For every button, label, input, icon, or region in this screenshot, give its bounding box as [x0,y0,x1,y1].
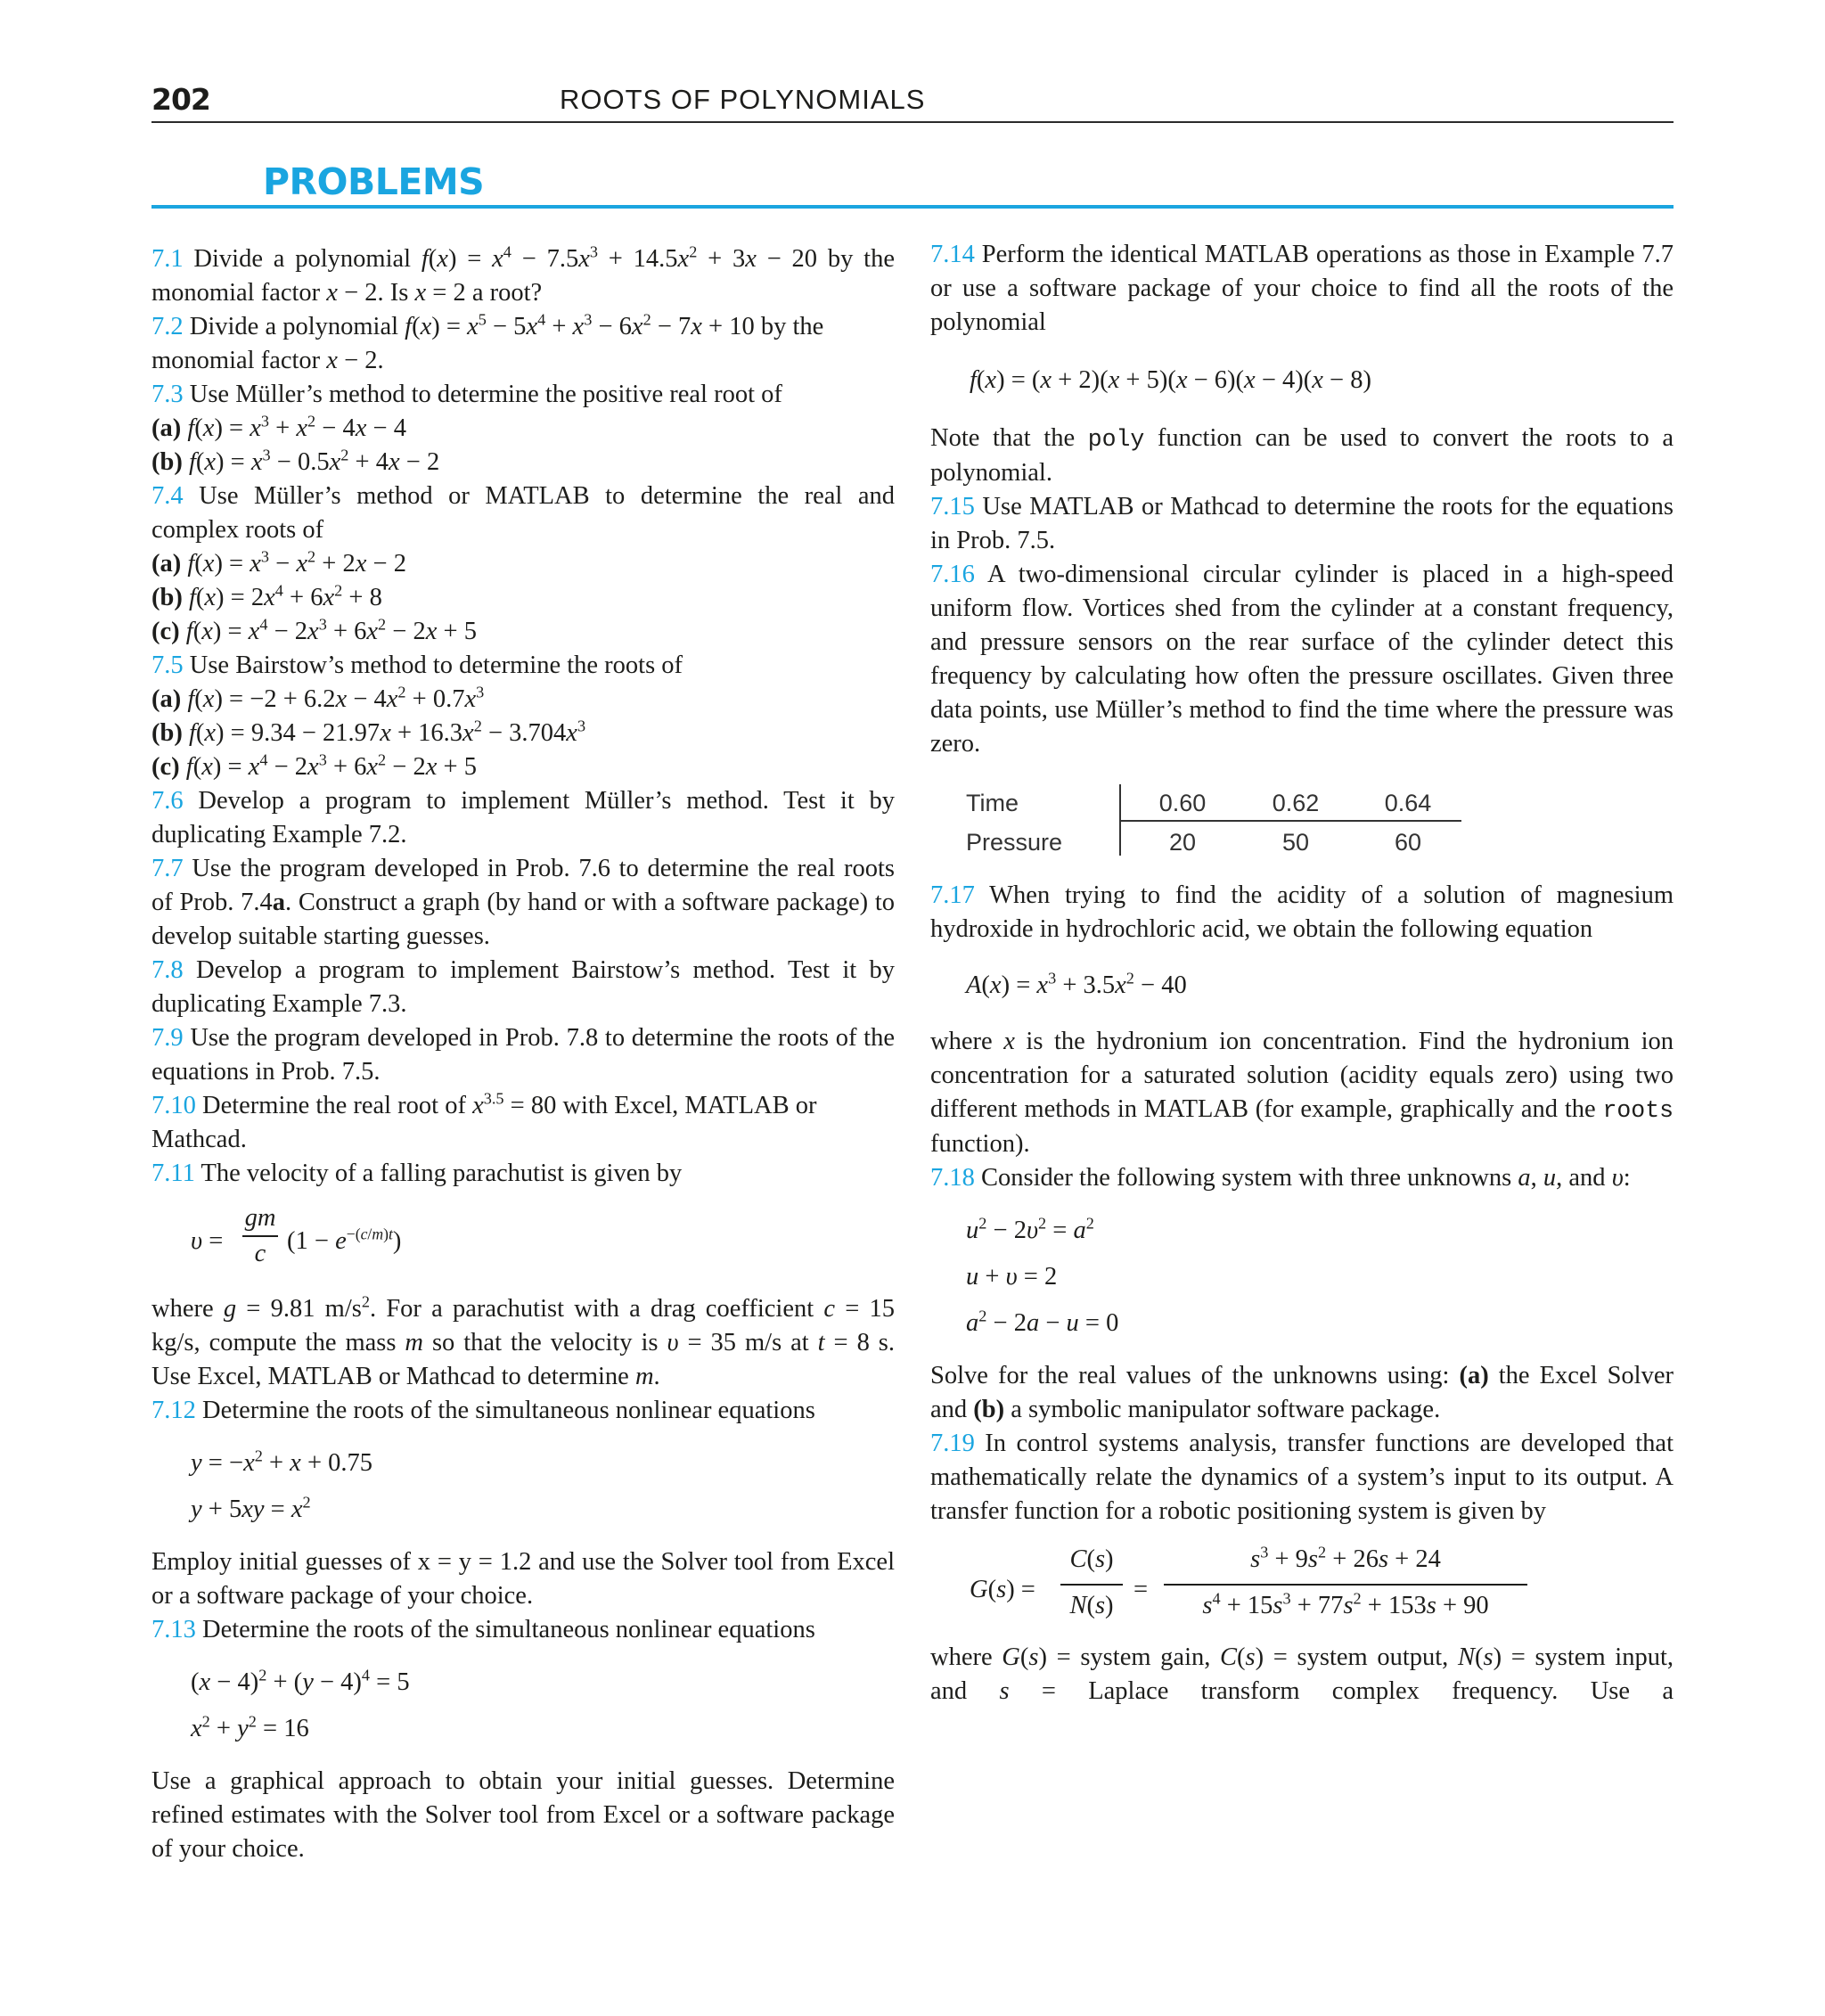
problem-7-3 [151,378,895,479]
problem-text: Use Bairstow’s method to determine the roots of [189,652,683,679]
problem-7-9 [151,1021,895,1089]
problem-7-11: 7.11 The velocity of a falling parachutist is given by υ = gm c $(1 - e^{-(c/m)t})$ where g = 9.81 $m/s^2$. For a parachutist with a drag coefficient c = 15 kg/s, compute the mass m so that the velocity is υ = 35 m/s at t = 8 s. Use Excel, MATLAB or Mathcad to determine m. [151,1160,896,1390]
equation: $A(x) = x^3 + 3.5x^2 - 40$ [966,969,1187,999]
part-b: (b) $f(x) = x^3 - 0.5x^2 + 4x - 2$ [151,446,440,476]
velocity-equation: υ = gm c $(1 - e^{-(c/m)t})$ [191,1204,402,1267]
problem-number: 7.16 [930,561,975,588]
problem-number: 7.9 [151,1024,184,1052]
part-b: (b) $f(x) = 2x^4 + 6x^2 + 8$ [151,581,382,611]
equation: u + υ = 2 [966,1263,1058,1291]
row-label: Pressure [966,829,1063,856]
problem-text: Perform the identical MATLAB operations as those in Example 7.7 or use a software package of your choice to find all the roots of the polynomial [930,241,1674,336]
problem-7-16 [930,558,1674,856]
problem-7-7: 7.7 Use the program developed in Prob. 7.6 to determine the real roots of Prob. 7.4a. Construct a graph (by hand or with a software package) to develop suitable starting guesses. [151,855,895,950]
page-header [151,82,1674,123]
part-a: (a) $f(x) = -2 + 6.2x - 4x^2 + 0.7x^3$ [151,683,485,713]
table-cell: 0.60 [1158,790,1207,816]
problem-7-8 [151,954,895,1021]
problem-number: 7.8 [151,956,184,984]
equation: $u^2 - 2\upsilon^2 = a^2$ [966,1214,1094,1244]
equation: f(x) = (x + 2)(x + 5)(x − 6)(x − 4)(x − 8) [970,366,1371,394]
table-cell: 60 [1394,829,1422,856]
part-c: (c) $f(x) = x^4 - 2x^3 + 6x^2 - 2x + 5$ [151,615,477,645]
equation: $y + 5xy = x^2$ [191,1493,311,1523]
right-column [930,238,1674,1709]
data-table [966,784,1461,856]
problem-7-17: 7.17 When trying to find the acidity of a solution of magnesium hydroxide in hydrochloric acid, we obtain the following equation $A(x) = x^3 + 3.5x^2 - 40$ where x is the hydronium ion concentration. Find the hydronium ion concentration for a saturated solution (acidity equals zero) using two different methods in MATLAB (for example, graphically and the roots function). [930,881,1674,1158]
part-c: (c) $f(x) = x^4 - 2x^3 + 6x^2 - 2x + 5$ [151,750,477,781]
table-horizontal-rule [1119,820,1461,822]
problem-text-after: Employ initial guesses of x = y = 1.2 and use the Solver tool from Excel or a software package of your choice. [151,1548,895,1610]
problem-number: 7.3 [151,381,184,408]
problem-7-12 [151,1394,895,1613]
problem-text: Determine the roots of the simultaneous nonlinear equations [202,1397,815,1424]
problem-number: 7.18 [930,1164,975,1192]
problem-text: Use Müller’s method or MATLAB to determine the real and complex roots of [151,482,895,544]
problem-number: 7.15 [930,493,975,520]
problem-7-15 [930,490,1674,558]
code-poly: poly [1087,426,1145,453]
problem-7-2: 7.2 Divide a polynomial $f(x) = x^5 - 5x^4 + x^3 - 6x^2 - 7x + 10$ by the monomial factor x − 2. [151,310,824,374]
part-a: (a) $f(x) = x^3 - x^2 + 2x - 2$ [151,547,406,578]
problem-text-after: Use a graphical approach to obtain your initial guesses. Determine refined estimates with the Solver tool from Excel or a software package of your choice. [151,1767,895,1863]
problem-text: In control systems analysis, transfer functions are developed that mathematically relate the dynamics of a system’s input to its output. A transfer function for a robotic positioning system is given by [930,1430,1674,1525]
running-title: ROOTS OF POLYNOMIALS [560,84,926,115]
problem-number: 7.5 [151,652,184,679]
problem-7-6 [151,784,895,852]
problem-number: 7.13 [151,1616,196,1643]
equation: $x^2 + y^2 = 16$ [191,1712,309,1742]
problem-text: The velocity of a falling parachutist is given by [201,1160,683,1187]
problem-7-19: 7.19 In control systems analysis, transfer functions are developed that mathematically relate the dynamics of a system’s input to its output. A transfer function for a robotic positioning system is given by G(s) = C(s) N(s) = $s^3 + 9s^2 + 26s + 24$ $s^4 + 15s^3 + 77s^2 + 153s + 90$ where G(s) = system gain, C(s) = system output, N(s) = system input, and s = Laplace transform complex frequency. Use a [930,1430,1674,1705]
problem-7-4 [151,479,895,649]
left-column [151,242,895,1866]
part-a: (a) $f(x) = x^3 + x^2 - 4x - 4$ [151,412,406,442]
problem-number: 7.10 [151,1092,196,1119]
problem-number: 7.6 [151,787,184,815]
problem-7-18: 7.18 Consider the following system with three unknowns a, u, and υ: $u^2 - 2\upsilon^2 = a^2$ u + υ = 2 $a^2 - 2a - u = 0$ Solve for the real values of the unknowns using: (a) the Excel Solver and (b) a symbolic manipulator software package. [930,1164,1674,1423]
row-label: Time [966,790,1019,816]
problem-7-5 [151,649,895,784]
table-row [966,825,1461,857]
problem-7-1: 7.1 Divide a polynomial $f(x) = x^4 - 7.5x^3 + 14.5x^2 + 3x - 20$ by the monomial factor x − 2. Is x = 2 a root? [151,242,895,307]
problem-7-13 [151,1613,895,1866]
section-rule [151,205,1674,209]
section-title: PROBLEMS [263,160,485,203]
problem-7-10: 7.10 Determine the real root of $x^{3.5} = 80$ with Excel, MATLAB or Mathcad. [151,1089,817,1153]
problem-number: 7.7 [151,855,184,882]
problem-number: 7.4 [151,482,184,510]
part-b: (b) $f(x) = 9.34 - 21.97x + 16.3x^2 - 3.704x^3$ [151,717,586,747]
problem-number: 7.14 [930,241,975,268]
problem-text: Use the program developed in Prob. 7.8 to determine the roots of the equations in Prob. 7.5. [151,1024,895,1086]
problem-text: Use MATLAB or Mathcad to determine the roots for the equations in Prob. 7.5. [930,493,1674,554]
table-cell: 50 [1281,829,1310,856]
problem-text: Develop a program to implement Müller’s method. Test it by duplicating Example 7.2. [151,787,896,848]
equation: $y = -x^2 + x + 0.75$ [191,1446,373,1477]
problem-text: When trying to find the acidity of a solution of magnesium hydroxide in hydrochloric acid, we obtain the following equation [930,881,1674,943]
problem-number: 7.12 [151,1397,196,1424]
problem-number: 7.2 [151,313,184,340]
problem-7-14: 7.14 Perform the identical MATLAB operations as those in Example 7.7 or use a software package of your choice to find all the roots of the polynomial f(x) = (x + 2)(x + 5)(x − 6)(x − 4)(x − 8) Note that the poly function can be used to convert the roots to a polynomial. [930,241,1674,487]
equation: $a^2 - 2a - u = 0$ [966,1307,1119,1337]
problem-text: A two-dimensional circular cylinder is placed in a high-speed uniform flow. Vortices shed from the cylinder at a constant frequency, and pressure sensors on the rear surface of the cylinder detect this frequency by calculating how often the pressure oscillates. Given three data points, use Müller’s method to find the time where the pressure was zero. [930,561,1674,758]
problem-number: 7.17 [930,881,975,909]
code-roots: roots [1602,1097,1674,1124]
transfer-function-equation: G(s) = C(s) N(s) = $s^3 + 9s^2 + 26s + 24$ $s^4 + 15s^3 + 77s^2 + 153s + 90$ [930,1543,1674,1632]
problem-number: 7.19 [930,1430,975,1457]
table-row [966,786,1461,818]
problem-text: Determine the roots of the simultaneous nonlinear equations [202,1616,815,1643]
table-cell: 0.64 [1384,790,1432,816]
problem-number: 7.1 [151,245,184,273]
table-cell: 20 [1168,829,1197,856]
problem-number: 7.11 [151,1160,195,1187]
page-number: 202 [151,82,210,117]
equation: $(x - 4)^2 + (y - 4)^4 = 5$ [191,1666,410,1696]
table-cell: 0.62 [1272,790,1320,816]
problem-text: Use Müller’s method to determine the positive real root of [189,381,782,408]
problem-text: Develop a program to implement Bairstow’s method. Test it by duplicating Example 7.3. [151,956,895,1018]
